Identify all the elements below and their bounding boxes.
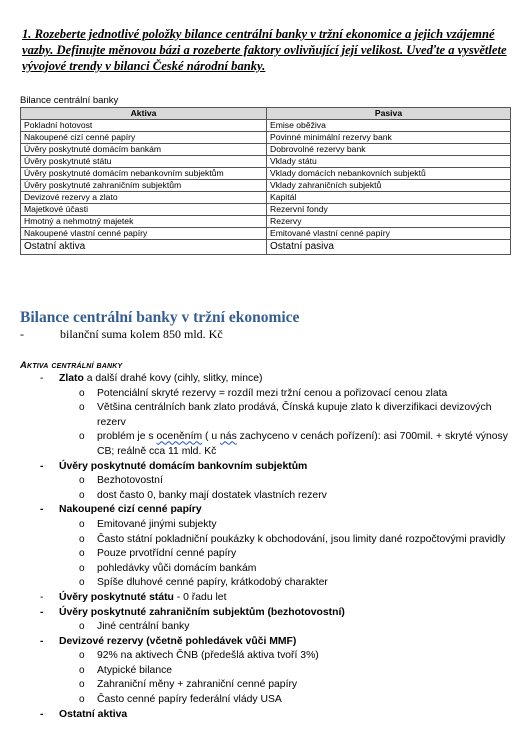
list-item: - Úvěry poskytnuté zahraničním subjektům (bezhotovostní): [0, 606, 531, 621]
item-text: problém je s: [97, 431, 157, 443]
sub-list-item: o Pouze prvotřídní cenné papíry: [0, 547, 509, 562]
item-text: zachyceno v cenách pořízení): asi 700mil. + skryté výnosy CB; reálně cca 11 mld. Kč: [97, 431, 508, 457]
spellcheck-word: oceněním: [156, 431, 203, 443]
liability-cell: Kapitál: [267, 192, 511, 204]
sub-list-item: o pohledávky vůči domácím bankám: [0, 562, 509, 577]
list-item: [0, 372, 531, 387]
header-liabilities: Pasiva: [267, 108, 511, 120]
table-row: [21, 204, 511, 216]
sub-list-item: o Zahraniční měny + zahraniční cenné papíry: [0, 678, 509, 693]
table-row: [21, 144, 511, 156]
table-row: [21, 132, 511, 144]
liability-cell: Emise oběživa: [267, 120, 511, 132]
table-row: [21, 192, 511, 204]
asset-cell: Majetkové účasti: [21, 204, 267, 216]
table-row: [21, 168, 511, 180]
liability-cell: Dobrovolné rezervy bank: [267, 144, 511, 156]
assets-list: [0, 372, 531, 722]
liability-cell: Vklady domácích nebankovních subjektů: [267, 168, 511, 180]
asset-cell: Úvěry poskytnuté státu: [21, 156, 267, 168]
question-text: 1. Rozeberte jednotlivé položky bilance centrální banky v tržní ekonomice a jejich vzájemné vazby. Definujte měnovou bázi a rozeberte faktory ovlivňující její velikost. Uveďte a vysvětlete vývojové trendy v bilanci České národní banky.: [22, 27, 507, 73]
table-row: [21, 156, 511, 168]
asset-cell: Nakoupené cizí cenné papíry: [21, 132, 267, 144]
sub-list-item: o Často cenné papíry federální vlády USA: [0, 693, 509, 708]
asset-cell: Úvěry poskytnuté domácím nebankovním subjektům: [21, 168, 267, 180]
dash-bullet: -: [20, 327, 24, 341]
table-row: [21, 180, 511, 192]
assets-subheading: Aktiva centrální banky: [20, 360, 123, 371]
item-title: Úvěry poskytnuté státu: [59, 591, 174, 603]
list-item: - Ostatní aktiva: [0, 708, 531, 723]
asset-cell: Úvěry poskytnuté zahraničním subjektům: [21, 180, 267, 192]
sub-list-item: o Emitované jinými subjekty: [0, 518, 509, 533]
table-row: [21, 240, 511, 255]
sub-list-item: o Bezhotovostní: [0, 474, 509, 489]
header-assets: Aktiva: [21, 108, 267, 120]
asset-cell: Ostatní aktiva: [21, 240, 267, 255]
liability-cell: Rezervní fondy: [267, 204, 511, 216]
sub-list-item: o Spíše dluhové cenné papíry, krátkodobý charakter: [0, 576, 509, 591]
asset-cell: Úvěry poskytnuté domácím bankám: [21, 144, 267, 156]
liability-cell: Povinné minimální rezervy bank: [267, 132, 511, 144]
liability-cell: Rezervy: [267, 216, 511, 228]
sub-list-item: o 92% na aktivech ČNB (předešlá aktiva tvoří 3%): [0, 649, 509, 664]
item-text: - 0 řadu let: [173, 591, 227, 603]
table-caption: Bilance centrální banky: [20, 95, 119, 106]
balance-sum-line: [20, 327, 223, 342]
liability-cell: Ostatní pasiva: [267, 240, 511, 255]
item-title: Zlato: [59, 373, 84, 384]
sub-list-item: o dost často 0, banky mají dostatek vlastních rezerv: [0, 489, 509, 504]
spellcheck-word: nás: [220, 431, 237, 443]
balance-table: [20, 107, 511, 255]
sub-list-item: o Atypické bilance: [0, 664, 509, 679]
asset-cell: Devizové rezervy a zlato: [21, 192, 267, 204]
liability-cell: Vklady zahraničních subjektů: [267, 180, 511, 192]
table-header-row: [21, 108, 511, 120]
asset-cell: Hmotný a nehmotný majetek: [21, 216, 267, 228]
asset-cell: Nakoupené vlastní cenné papíry: [21, 228, 267, 240]
section-heading: Bilance centrální banky v tržní ekonomice: [20, 309, 300, 326]
liability-cell: Vklady státu: [267, 156, 511, 168]
table-row: [21, 228, 511, 240]
sub-list-item: o Jiné centrální banky: [0, 620, 509, 635]
item-text: a další drahé kovy (cihly, slitky, mince): [83, 373, 263, 384]
sub-list-item: o Většina centrálních bank zlato prodává, Čínská kupuje zlato k diverzifikaci devizových rezerv: [0, 401, 509, 430]
asset-cell: Pokladní hotovost: [21, 120, 267, 132]
table-row: [21, 120, 511, 132]
list-item: - Nakoupené cizí cenné papíry: [0, 503, 531, 518]
table-row: [21, 216, 511, 228]
sub-list-item: o Často státní pokladniční poukázky k obchodování, jsou limity dané rozpočtovými pravidly: [0, 533, 509, 548]
list-item: [0, 591, 531, 606]
liability-cell: Emitované vlastní cenné papíry: [267, 228, 511, 240]
list-item: - Úvěry poskytnuté domácím bankovním subjektům: [0, 460, 531, 475]
item-text: ( u: [202, 431, 221, 443]
list-item: - Devizové rezervy (včetně pohledávek vůči MMF): [0, 635, 531, 650]
balance-sum-text: bilanční suma kolem 850 mld. Kč: [60, 327, 223, 341]
sub-list-item: [0, 430, 509, 459]
sub-list-item: o Potenciální skryté rezervy = rozdíl mezi tržní cenou a pořizovací cenou zlata: [0, 387, 509, 402]
